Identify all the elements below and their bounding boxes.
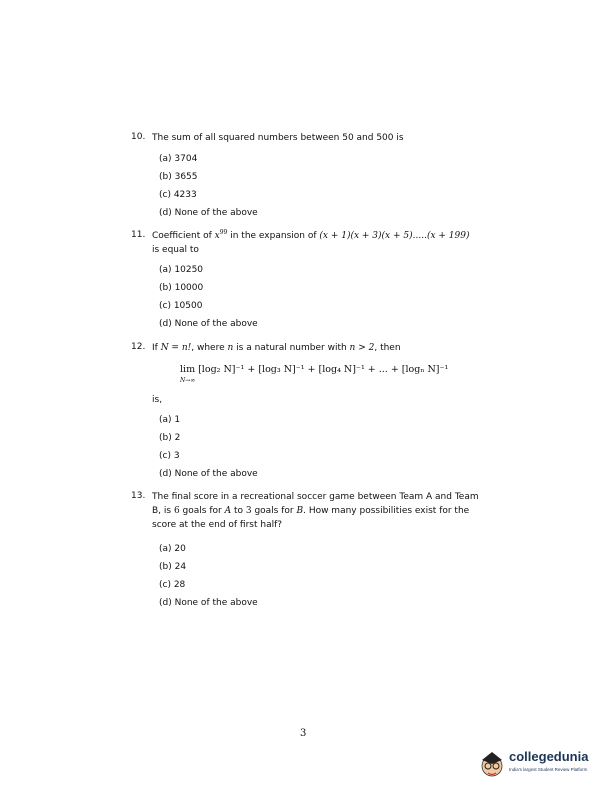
question-12-number: 12. <box>131 342 146 352</box>
mascot-icon <box>482 752 502 776</box>
q12-option-d: (d) None of the above <box>159 469 258 479</box>
logo-tagline: India's largest Student Review Platform <box>509 767 588 772</box>
q12-option-b: (b) 2 <box>159 433 181 443</box>
q12-limit-formula: lim [log₂ N]⁻¹ + [log₃ N]⁻¹ + [log₄ N]⁻¹ + ... + [logₙ N]⁻¹ <box>180 364 449 375</box>
question-11-number: 11. <box>131 230 146 240</box>
question-10-number: 10. <box>131 132 146 142</box>
q13-option-a: (a) 20 <box>159 544 186 554</box>
q10-option-d: (d) None of the above <box>159 208 258 218</box>
q12-option-a: (a) 1 <box>159 415 181 425</box>
q11-option-c: (c) 10500 <box>159 301 203 311</box>
q12-limit-subscript: N→∞ <box>180 377 196 384</box>
q13-option-b: (b) 24 <box>159 562 187 572</box>
question-12-after: is, <box>152 395 163 405</box>
q10-option-c: (c) 4233 <box>159 190 197 200</box>
q11-option-b: (b) 10000 <box>159 283 204 293</box>
question-13-line3: score at the end of first half? <box>152 520 283 530</box>
logo-wordmark: collegedunia <box>509 749 589 764</box>
q11-expression: (x + 1)(x + 3)(x + 5).....(x + 199) <box>319 231 470 241</box>
q10-option-b: (b) 3655 <box>159 172 198 182</box>
question-10-text: The sum of all squared numbers between 50 and 500 is <box>152 133 404 143</box>
question-13-line1: The final score in a recreational soccer game between Team A and Team <box>152 492 479 502</box>
q10-option-a: (a) 3704 <box>159 154 198 164</box>
question-13-number: 13. <box>131 491 146 501</box>
q12-option-c: (c) 3 <box>159 451 180 461</box>
question-13-line2: B, is 6 goals for A to 3 goals for B. How many possibilities exist for the <box>152 506 470 516</box>
q13-option-d: (d) None of the above <box>159 598 258 608</box>
question-11-line2: is equal to <box>152 245 199 255</box>
question-11-line1: Coefficient of $x^{99}$ in the expansion of (x + 1)(x + 3)(x + 5).....(x + 199) <box>152 229 470 241</box>
question-12-text: If N = n!, where n is a natural number with n > 2, then <box>152 343 401 353</box>
q13-option-c: (c) 28 <box>159 580 186 590</box>
q11-option-d: (d) None of the above <box>159 319 258 329</box>
page-number: 3 <box>300 728 307 739</box>
q11-option-a: (a) 10250 <box>159 265 204 275</box>
